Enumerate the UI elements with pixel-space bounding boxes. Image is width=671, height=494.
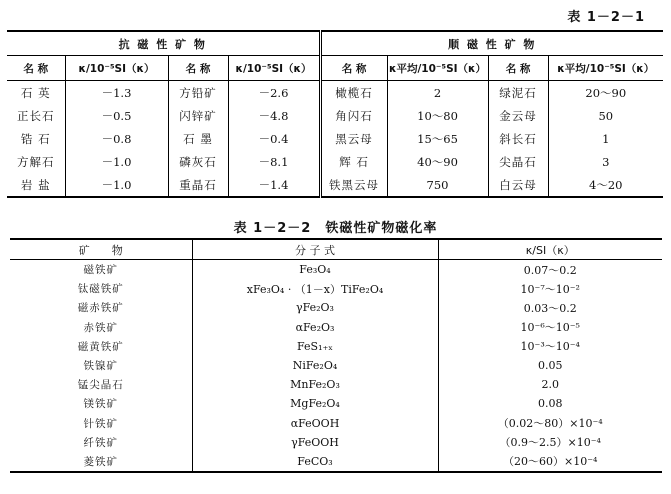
table-row — [7, 127, 663, 150]
mineral-name: 磷灰石 — [168, 150, 228, 173]
table-row — [10, 298, 662, 317]
susceptibility: 10⁻⁶～10⁻⁵ — [520, 321, 580, 335]
mineral-name: 赤铁矿 — [10, 318, 192, 337]
mineral-name: 金云母 — [488, 104, 548, 127]
header-susceptibility: κ/SI（κ） — [438, 239, 662, 260]
table-row — [10, 337, 662, 356]
kappa-value: －8.1 — [228, 150, 320, 173]
susceptibility: 0.03～0.2 — [523, 301, 577, 315]
mineral-name: 闪锌矿 — [168, 104, 228, 127]
kappa-value: －1.3 — [65, 81, 168, 105]
table-row — [10, 279, 662, 298]
kappa-value: 20～90 — [585, 85, 627, 100]
mineral-name: 尖晶石 — [488, 150, 548, 173]
header-kappa: κ/10⁻⁵SI（κ） — [65, 56, 168, 81]
kappa-value: －0.4 — [228, 127, 320, 150]
kappa-value: 3 — [602, 154, 610, 169]
kappa-value: 10～80 — [387, 104, 488, 127]
susceptibility: （20～60）×10⁻⁴ — [503, 455, 598, 469]
kappa-value: －0.8 — [65, 127, 168, 150]
header-kappa-avg: κ平均/10⁻⁵SI（κ） — [548, 56, 663, 81]
group-diamagnetic: 抗 磁 性 矿 物 — [7, 31, 320, 56]
table-row — [7, 173, 663, 197]
mineral-name: 白云母 — [488, 173, 548, 197]
formula: αFe₂O₃ — [192, 318, 438, 337]
formula: FeCO₃ — [192, 452, 438, 472]
mineral-name: 磁铁矿 — [10, 260, 192, 280]
mineral-name: 磁赤铁矿 — [10, 298, 192, 317]
kappa-value: －1.0 — [65, 150, 168, 173]
formula: γFe₂O₃ — [192, 298, 438, 317]
mineral-name: 方铅矿 — [168, 81, 228, 105]
mineral-name: 磁黄铁矿 — [10, 337, 192, 356]
header-mineral: 矿 物 — [10, 239, 192, 260]
table-row — [10, 260, 662, 280]
kappa-value: －1.0 — [65, 173, 168, 197]
susceptibility: 0.05 — [538, 359, 563, 373]
kappa-value: －0.5 — [65, 104, 168, 127]
header-name: 名 称 — [488, 56, 548, 81]
mineral-name: 铁镍矿 — [10, 356, 192, 375]
formula: αFeOOH — [192, 414, 438, 433]
header-kappa: κ/10⁻⁵SI（κ） — [228, 56, 320, 81]
mineral-name: 正长石 — [7, 104, 65, 127]
mineral-name: 镁铁矿 — [10, 394, 192, 413]
mineral-name: 石 英 — [7, 81, 65, 105]
mineral-name: 岩 盐 — [7, 173, 65, 197]
susceptibility: 0.07～0.2 — [523, 263, 577, 277]
formula: xFe₃O₄ · （1－x）TiFe₂O₄ — [192, 279, 438, 298]
kappa-value: 4～20 — [589, 177, 623, 192]
susceptibility: 10⁻³～10⁻⁴ — [520, 340, 580, 354]
table-row — [10, 318, 662, 337]
header-kappa-avg: κ平均/10⁻⁵SI（κ） — [387, 56, 488, 81]
mineral-name: 橄榄石 — [320, 81, 387, 105]
mineral-name: 重晶石 — [168, 173, 228, 197]
header-formula: 分 子 式 — [192, 239, 438, 260]
mineral-name: 铁黑云母 — [320, 173, 387, 197]
mineral-name: 辉 石 — [320, 150, 387, 173]
header-name: 名 称 — [168, 56, 228, 81]
mineral-name: 方解石 — [7, 150, 65, 173]
table-row — [7, 81, 663, 105]
mineral-name: 针铁矿 — [10, 414, 192, 433]
formula: Fe₃O₄ — [192, 260, 438, 280]
table-row — [10, 375, 662, 394]
mineral-name: 纤铁矿 — [10, 433, 192, 452]
kappa-value: 40～90 — [387, 150, 488, 173]
mineral-name: 锆 石 — [7, 127, 65, 150]
table-row — [10, 414, 662, 433]
susceptibility: （0.9～2.5）×10⁻⁴ — [499, 436, 601, 450]
susceptibility: （0.02～80）×10⁻⁴ — [497, 417, 603, 431]
table2-caption: 表 1－2－2 铁磁性矿物磁化率 — [233, 221, 438, 236]
table-row — [10, 433, 662, 452]
kappa-value: －2.6 — [228, 81, 320, 105]
formula: MnFe₂O₃ — [192, 375, 438, 394]
susceptibility: 2.0 — [541, 378, 559, 392]
mineral-name: 斜长石 — [488, 127, 548, 150]
kappa-value: 2 — [387, 81, 488, 105]
table2 — [10, 238, 662, 473]
susceptibility: 10⁻⁷～10⁻² — [520, 282, 580, 296]
kappa-value: －1.4 — [228, 173, 320, 197]
kappa-value: －4.8 — [228, 104, 320, 127]
table-row — [10, 356, 662, 375]
kappa-value: 750 — [387, 173, 488, 197]
header-name: 名 称 — [7, 56, 65, 81]
header-name: 名 称 — [320, 56, 387, 81]
formula: γFeOOH — [192, 433, 438, 452]
susceptibility: 0.08 — [538, 397, 563, 411]
table1-caption: 表 1－2－1 — [567, 10, 645, 25]
mineral-name: 黑云母 — [320, 127, 387, 150]
kappa-value: 50 — [598, 108, 614, 123]
formula: MgFe₂O₄ — [192, 394, 438, 413]
table-row — [7, 150, 663, 173]
table-row — [10, 394, 662, 413]
mineral-name: 绿泥石 — [488, 81, 548, 105]
kappa-value: 1 — [602, 131, 610, 146]
mineral-name: 钛磁铁矿 — [10, 279, 192, 298]
group-paramagnetic: 顺 磁 性 矿 物 — [320, 31, 663, 56]
mineral-name: 菱铁矿 — [10, 452, 192, 472]
kappa-value: 15～65 — [387, 127, 488, 150]
mineral-name: 角闪石 — [320, 104, 387, 127]
mineral-name: 石 墨 — [168, 127, 228, 150]
formula: FeS₁₊ₓ — [192, 337, 438, 356]
table-row — [10, 452, 662, 472]
table-row — [7, 104, 663, 127]
table1 — [7, 30, 663, 198]
formula: NiFe₂O₄ — [192, 356, 438, 375]
mineral-name: 锰尖晶石 — [10, 375, 192, 394]
